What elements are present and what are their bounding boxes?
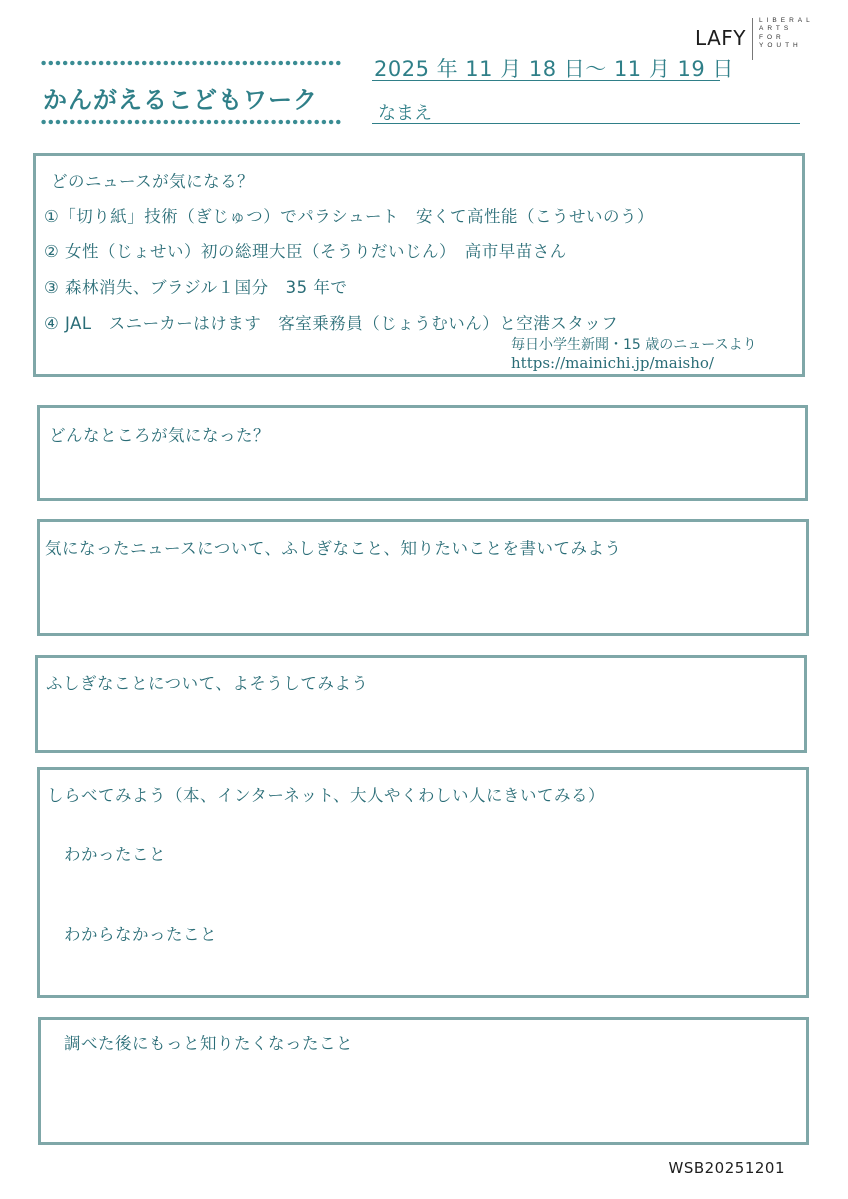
logo-subtitle — [759, 17, 814, 51]
logo-subtitle-line-2: ARTS — [759, 25, 793, 33]
interest-answer-box[interactable] — [37, 405, 808, 501]
wonder-answer-box[interactable] — [37, 519, 809, 636]
news-item-4[interactable]: ④ JAL スニーカーはけます 客室乗務員（じょうむいん）と空港スタッフ — [44, 314, 619, 333]
news-choice-box — [33, 153, 805, 377]
prediction-question: ふしぎなことについて、よそうしてみよう — [46, 674, 369, 693]
lafy-logo: LAFY — [695, 26, 747, 50]
news-choice-question: どのニュースが気になる？ — [51, 172, 255, 191]
news-source: 毎日小学生新聞・15 歳のニュースより — [511, 337, 757, 353]
name-label: なまえ — [378, 103, 432, 124]
title-dotted-rule-top — [40, 60, 342, 66]
worksheet-code: WSB20251201 — [668, 1159, 785, 1177]
date-underline — [372, 80, 720, 81]
research-answer-box[interactable] — [37, 767, 809, 998]
wonder-question: 気になったニュースについて、ふしぎなこと、知りたいことを書いてみよう — [45, 539, 622, 558]
news-item-1[interactable]: ①「切り紙」技術（ぎじゅつ）でパラシュート 安くて高性能（こうせいのう） — [44, 207, 654, 226]
logo-subtitle-line-3: FOR — [759, 33, 785, 41]
research-question: しらべてみよう（本、インターネット、大人やくわしい人にきいてみる） — [47, 786, 606, 805]
title-dotted-rule-bottom — [40, 119, 342, 125]
logo-divider — [752, 18, 753, 60]
news-source-url[interactable]: https://mainichi.jp/maisho/ — [511, 354, 714, 372]
news-item-2[interactable]: ② 女性（じょせい）初の総理大臣（そうりだいじん） 高市早苗さん — [44, 242, 567, 261]
understood-label: わかったこと — [64, 845, 166, 864]
logo-subtitle-line-1: LIBERAL — [759, 17, 814, 24]
page-title: かんがえるこどもワーク — [43, 86, 318, 114]
prediction-answer-box[interactable] — [35, 655, 807, 753]
logo-subtitle-line-4: YOUTH — [759, 42, 802, 50]
interest-question: どんなところが気になった？ — [49, 426, 270, 445]
further-interest-answer-box[interactable] — [38, 1017, 809, 1145]
not-understood-label: わからなかったこと — [64, 925, 217, 944]
news-item-3[interactable]: ③ 森林消失、ブラジル１国分 35 年で — [44, 278, 348, 297]
date-range: 2025 年 11 月 18 日～ 11 月 19 日 — [374, 57, 734, 81]
further-interest-question: 調べた後にもっと知りたくなったこと — [64, 1034, 353, 1053]
name-field[interactable] — [372, 123, 800, 124]
